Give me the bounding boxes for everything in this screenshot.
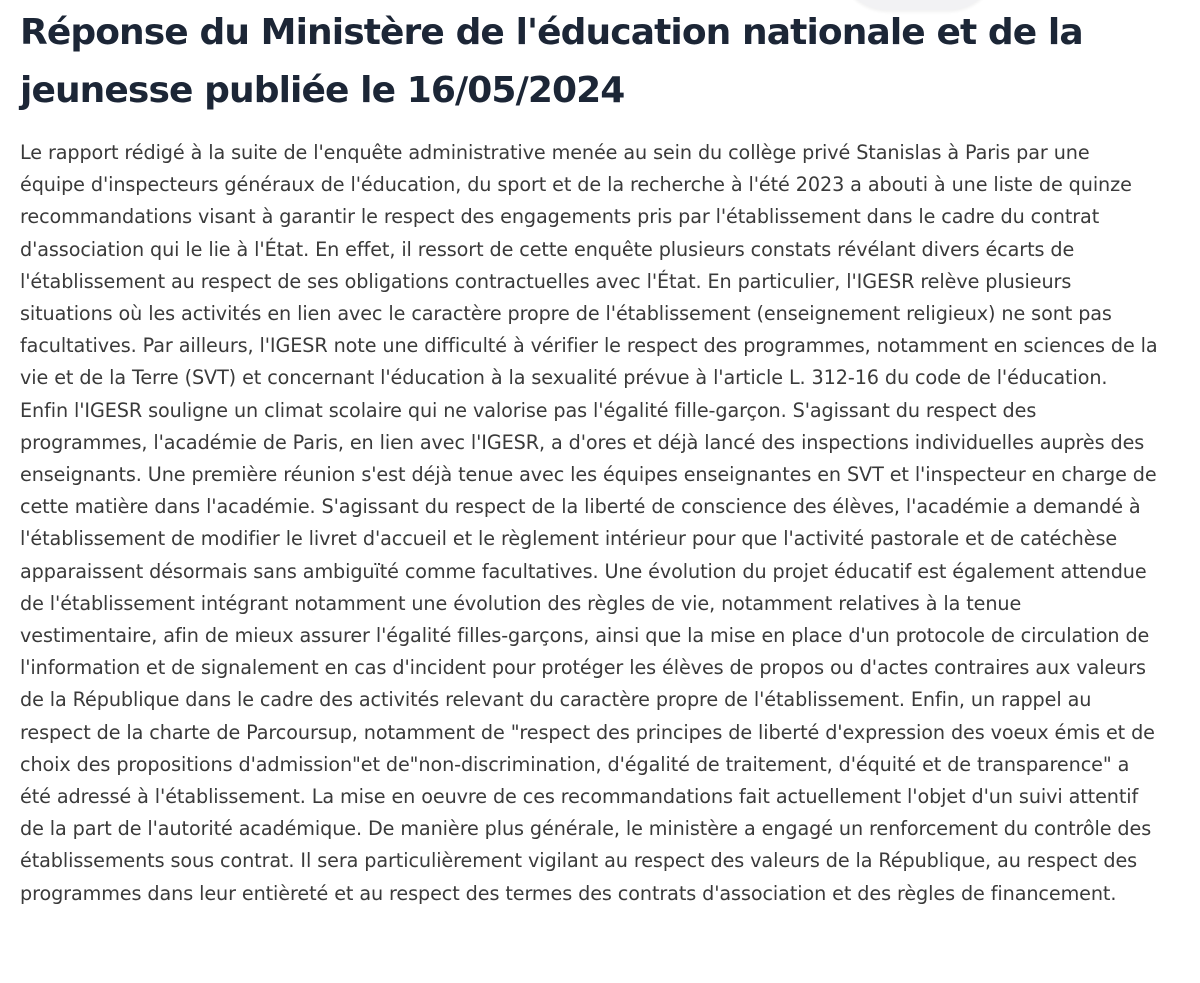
- answer-title: Réponse du Ministère de l'éducation nationale et de la jeunesse publiée le 16/05/2024: [20, 12, 1083, 111]
- answer-body-text: Le rapport rédigé à la suite de l'enquête administrative menée au sein du collège privé Stanislas à Paris par une équipe d'inspecteurs généraux de l'éducation, du sport et de la recherche à l'été 2023 a abouti à une liste de quinze recommandations visant à garantir le respect des engagements pris par l'établissement dans le cadre du contrat d'association qui le lie à l'État. En effet, il ressort de cette enquête plusieurs constats révélant divers écarts de l'établissement au respect de ses obligations contractuelles avec l'État. En particulier, l'IGESR relève plusieurs situations où les activités en lien avec le caractère propre de l'établissement (enseignement religieux) ne sont pas facultatives. Par ailleurs, l'IGESR note une difficulté à vérifier le respect des programmes, notamment en sciences de la vie et de la Terre (SVT) et concernant l'éducation à la sexualité prévue à l'article L. 312-16 du code de l'éducation. Enfin l'IGESR souligne un climat scolaire qui ne valorise pas l'égalité fille-garçon. S'agissant du respect des programmes, l'académie de Paris, en lien avec l'IGESR, a d'ores et déjà lancé des inspections individuelles auprès des enseignants. Une première réunion s'est déjà tenue avec les équipes enseignantes en SVT et l'inspecteur en charge de cette matière dans l'académie. S'agissant du respect de la liberté de conscience des élèves, l'académie a demandé à l'établissement de modifier le livret d'accueil et le règlement intérieur pour que l'activité pastorale et de catéchèse apparaissent désormais sans ambiguïté comme facultatives. Une évolution du projet éducatif est également attendue de l'établissement intégrant notamment une évolution des règles de vie, notamment relatives à la tenue vestimentaire, afin de mieux assurer l'égalité filles-garçons, ainsi que la mise en place d'un protocole de circulation de l'information et de signalement en cas d'incident pour protéger les élèves de propos ou d'actes contraires aux valeurs de la République dans le cadre des activités relevant du caractère propre de l'établissement. Enfin, un rappel au respect de la charte de Parcoursup, notamment de "respect des principes de liberté d'expression des voeux émis et de choix des propositions d'admission"et de"non-discrimination, d'égalité de traitement, d'équité et de transparence" a été adressé à l'établissement. La mise en oeuvre de ces recommandations fait actuellement l'objet d'un suivi attentif de la part de l'autorité académique. De manière plus générale, le ministère a engagé un renforcement du contrôle des établissements sous contrat. Il sera particulièrement vigilant au respect des valeurs de la République, au respect des programmes dans leur entièreté et au respect des termes des contrats d'association et des règles de financement.: [20, 141, 1158, 905]
